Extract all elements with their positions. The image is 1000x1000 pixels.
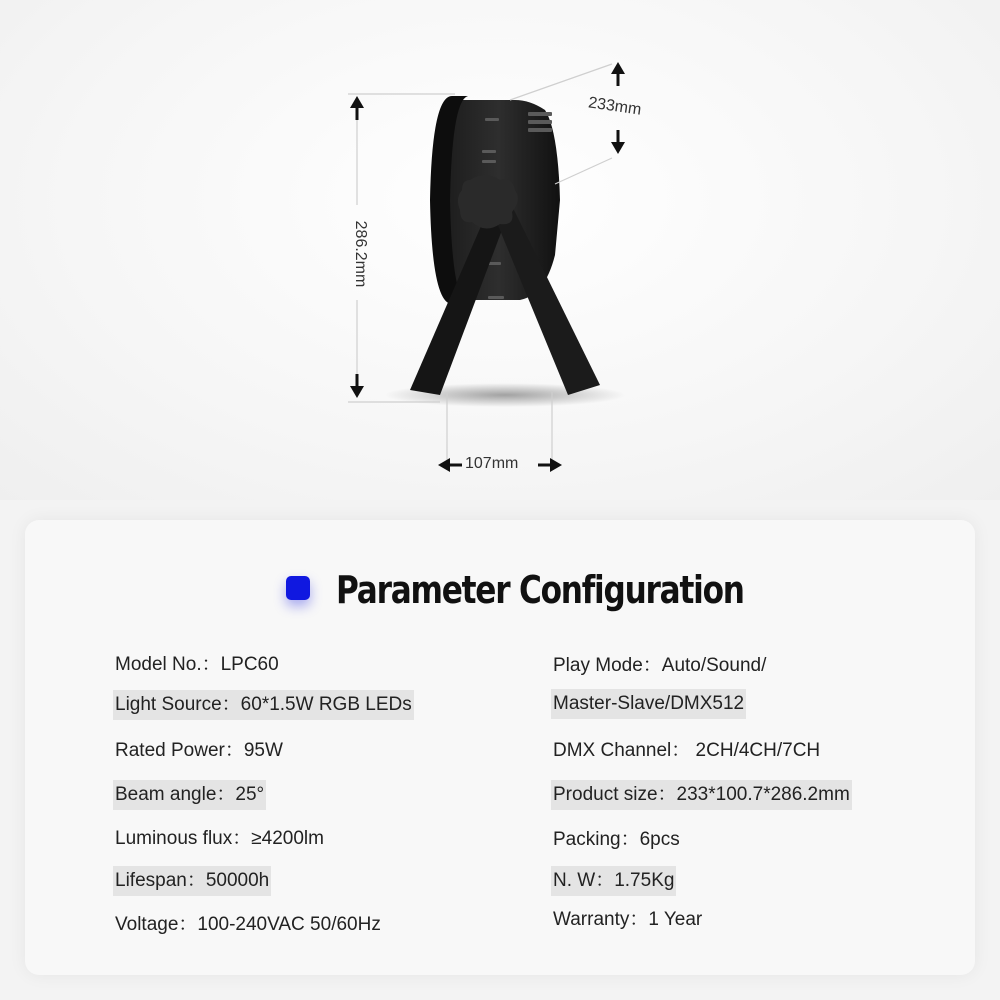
spec-beam-angle: Beam angle：25° (113, 780, 266, 810)
spec-play-mode-cont: Master-Slave/DMX512 (551, 689, 746, 719)
spec-lifespan: Lifespan：50000h (113, 866, 271, 896)
height-dimension-label: 286.2mm (352, 220, 369, 288)
accent-square-icon (286, 576, 310, 600)
depth-dimension-label: 233mm (587, 94, 643, 119)
spec-play-mode: Play Mode：Auto/Sound/ (553, 655, 767, 676)
spec-light-source: Light Source：60*1.5W RGB LEDs (113, 690, 414, 720)
spec-model: Model No.：LPC60 (115, 654, 279, 675)
section-header (0, 568, 1000, 614)
width-dimension-label: 107mm (465, 455, 519, 472)
spec-rated-power: Rated Power：95W (115, 740, 283, 761)
spec-luminous-flux: Luminous flux：≥4200lm (115, 828, 324, 849)
spec-dmx-channel: DMX Channel： 2CH/4CH/7CH (553, 740, 821, 761)
section-title: Parameter Configuration (336, 568, 744, 612)
spec-warranty: Warranty：1 Year (553, 909, 703, 930)
spec-product-size: Product size：233*100.7*286.2mm (551, 780, 852, 810)
bracket-knob (458, 175, 518, 229)
spec-net-weight: N. W：1.75Kg (551, 866, 676, 896)
spec-packing: Packing：6pcs (553, 829, 680, 850)
spec-voltage: Voltage：100-240VAC 50/60Hz (115, 914, 381, 935)
